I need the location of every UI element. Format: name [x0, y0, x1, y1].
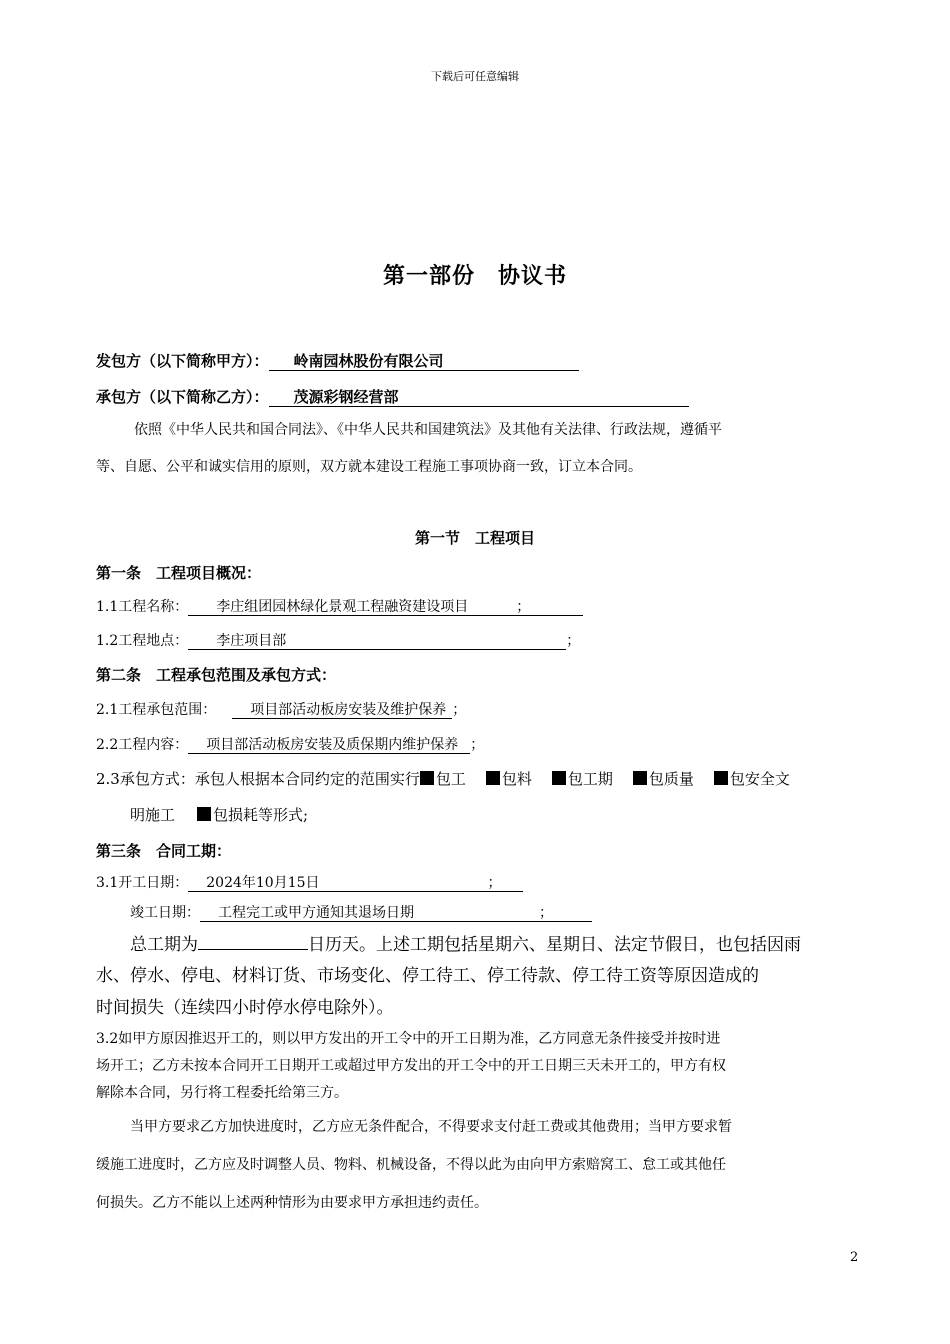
option-label: 明施工	[130, 806, 176, 824]
item-2-2-label: 2.2工程内容：	[96, 737, 189, 753]
option-label: 包料	[501, 770, 532, 788]
item-1-1-label: 1.1工程名称：	[96, 599, 189, 615]
total-duration-line-1	[130, 930, 801, 955]
option-label: 包工	[435, 770, 466, 788]
page-number: 2	[850, 1250, 859, 1265]
item-2-1-value: 项目部活动板房安装及维护保养	[232, 702, 452, 719]
checkbox-checked-icon	[420, 771, 434, 785]
party-a-line	[96, 350, 579, 371]
article-2-title: 第二条 工程承包范围及承包方式：	[96, 666, 337, 684]
section-heading: 第一节 工程项目	[414, 529, 535, 547]
completion-date	[130, 902, 592, 922]
checkbox-checked-icon	[714, 771, 728, 785]
total-days-blank	[198, 948, 308, 950]
item-2-1-label: 2.1工程承包范围：	[96, 702, 217, 718]
semicolon: ；	[566, 633, 581, 649]
page-header-note: 下载后可任意编辑	[431, 70, 519, 83]
party-a-value: 岭南园林股份有限公司	[269, 353, 579, 371]
item-1-2-value: 李庄项目部	[188, 633, 566, 650]
total-duration-line-2: 水、停水、停电、材料订货、市场变化、停工待工、停工待款、停工待工资等原因造成的	[96, 966, 759, 986]
semicolon: ；	[470, 737, 485, 753]
option-label: 包安全文	[729, 770, 790, 788]
party-a-label: 发包方（以下简称甲方）：	[96, 352, 269, 370]
option-label: 包工期	[567, 770, 613, 788]
item-2-2	[96, 734, 484, 754]
total-suffix: 日历天。上述工期包括星期六、星期日、法定节假日，也包括因雨	[308, 935, 801, 955]
checkbox-checked-icon	[552, 771, 566, 785]
article-1-title: 第一条 工程项目概况：	[96, 564, 262, 582]
item-1-2	[96, 630, 580, 650]
article-3-title: 第三条 合同工期：	[96, 842, 232, 860]
total-duration-line-3: 时间损失（连续四小时停水停电除外）。	[96, 998, 394, 1018]
intro-line-2: 等、自愿、公平和诚实信用的原则，双方就本建设工程施工事项协商一致，订立本合同。	[96, 459, 642, 475]
checkbox-checked-icon	[197, 807, 211, 821]
para-line-3: 何损失。乙方不能以上述两种情形为由要求甲方承担违约责任。	[96, 1195, 488, 1211]
option-label: 包损耗等形式;	[213, 806, 309, 824]
item-1-1-value: 李庄组团园林绿化景观工程融资建设项目 ；	[188, 599, 583, 616]
para-line-2: 缓施工进度时，乙方应及时调整人员、物料、机械设备，不得以此为由向甲方索赔窝工、怠工或其他任	[96, 1157, 726, 1173]
item-2-3-prefix: 2.3承包方式：承包人根据本合同约定的范围实行	[96, 770, 420, 788]
para-line-1: 当甲方要求乙方加快进度时，乙方应无条件配合，不得要求支付赶工费或其他费用；当甲方要求暂	[130, 1119, 732, 1135]
party-b-line	[96, 386, 689, 407]
item-3-2-line-2: 场开工；乙方未按本合同开工日期开工或超过甲方发出的开工令中的开工日期三天未开工的，甲方有权	[96, 1058, 726, 1074]
party-b-value: 茂源彩钢经营部	[269, 389, 689, 407]
item-2-3-line-2	[130, 804, 308, 825]
item-2-2-value: 项目部活动板房安装及质保期内维护保养	[188, 737, 470, 754]
item-3-2-line-3: 解除本合同，另行将工程委托给第三方。	[96, 1085, 348, 1101]
item-3-1	[96, 872, 523, 892]
semicolon: ；	[452, 702, 467, 718]
item-3-1-value: 2024年10月15日 ；	[188, 875, 523, 892]
item-2-3-line-1	[96, 768, 790, 789]
completion-value: 工程完工或甲方通知其退场日期 ；	[200, 905, 592, 922]
checkbox-checked-icon	[633, 771, 647, 785]
item-1-2-label: 1.2工程地点：	[96, 633, 189, 649]
option-label: 包质量	[648, 770, 694, 788]
party-b-label: 承包方（以下简称乙方）：	[96, 388, 269, 406]
item-2-1	[96, 699, 466, 719]
total-prefix: 总工期为	[130, 935, 198, 955]
completion-label: 竣工日期：	[130, 905, 200, 921]
intro-line-1: 依照《中华人民共和国合同法》、《中华人民共和国建筑法》及其他有关法律、行政法规，遵循平	[134, 422, 722, 438]
item-1-1	[96, 596, 583, 616]
item-3-1-label: 3.1开工日期：	[96, 875, 189, 891]
page-title: 第一部份 协议书	[382, 263, 567, 289]
checkbox-checked-icon	[486, 771, 500, 785]
item-3-2-line-1: 3.2如甲方原因推迟开工的，则以甲方发出的开工令中的开工日期为准，乙方同意无条件接受并按时进	[96, 1031, 721, 1047]
